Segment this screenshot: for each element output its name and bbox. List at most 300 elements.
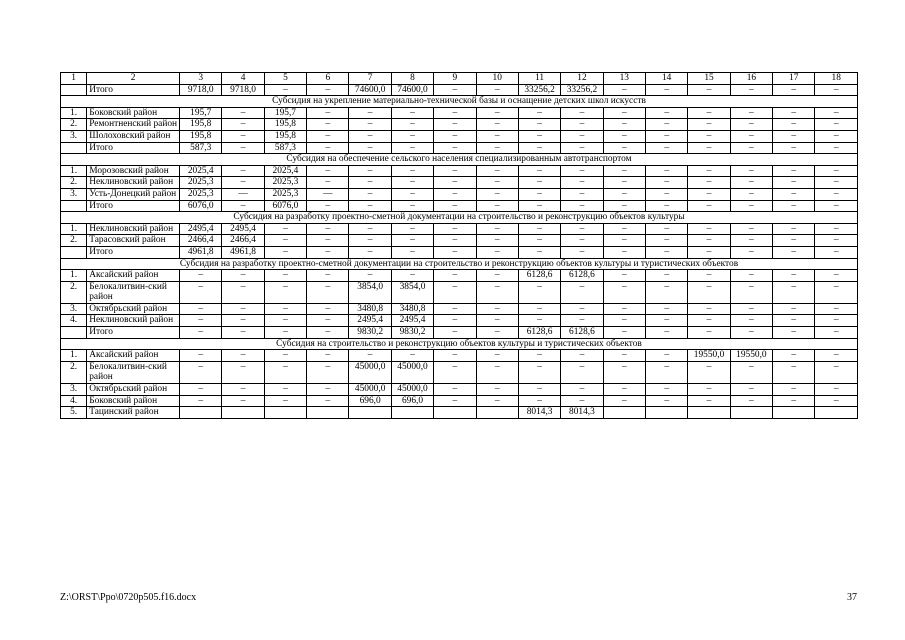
total-row bbox=[61, 142, 858, 154]
district-name: Октябрьский район bbox=[87, 384, 180, 396]
value-cell: – bbox=[307, 350, 349, 362]
value-cell: – bbox=[518, 246, 560, 258]
table-row bbox=[61, 177, 858, 189]
value-cell: 45000,0 bbox=[349, 384, 391, 396]
value-cell: – bbox=[603, 235, 645, 247]
value-cell: – bbox=[476, 303, 518, 315]
value-cell: – bbox=[518, 177, 560, 189]
value-cell: – bbox=[349, 177, 391, 189]
value-cell: – bbox=[264, 223, 306, 235]
district-name: Аксайский район bbox=[87, 270, 180, 282]
value-cell: – bbox=[434, 119, 476, 131]
value-cell: – bbox=[476, 142, 518, 154]
value-cell: – bbox=[264, 235, 306, 247]
value-cell: – bbox=[476, 119, 518, 131]
value-cell: – bbox=[561, 315, 603, 327]
value-cell: – bbox=[815, 84, 858, 96]
value-cell: – bbox=[434, 177, 476, 189]
value-cell: – bbox=[730, 165, 772, 177]
value-cell: – bbox=[688, 327, 730, 339]
value-cell: – bbox=[603, 384, 645, 396]
value-cell: – bbox=[773, 177, 815, 189]
value-cell: – bbox=[645, 165, 687, 177]
value-cell: – bbox=[349, 200, 391, 212]
value-cell: 2495,4 bbox=[349, 315, 391, 327]
value-cell: – bbox=[561, 303, 603, 315]
value-cell: 195,7 bbox=[180, 107, 222, 119]
value-cell: – bbox=[561, 200, 603, 212]
district-name: Боковский район bbox=[87, 107, 180, 119]
column-number-cell: 3 bbox=[180, 73, 222, 85]
value-cell: – bbox=[688, 119, 730, 131]
value-cell: – bbox=[688, 395, 730, 407]
value-cell: 3480,8 bbox=[349, 303, 391, 315]
value-cell bbox=[180, 407, 222, 419]
column-number-cell: 1 bbox=[61, 73, 87, 85]
value-cell: 587,3 bbox=[264, 142, 306, 154]
value-cell: – bbox=[391, 119, 433, 131]
value-cell: – bbox=[561, 395, 603, 407]
row-number: 2. bbox=[61, 361, 87, 383]
value-cell: – bbox=[645, 84, 687, 96]
row-number: 2. bbox=[61, 235, 87, 247]
value-cell: – bbox=[773, 281, 815, 303]
row-number bbox=[61, 200, 87, 212]
value-cell: – bbox=[518, 119, 560, 131]
district-name: Неклиновский район bbox=[87, 223, 180, 235]
table-row bbox=[61, 119, 858, 131]
column-number-cell: 18 bbox=[815, 73, 858, 85]
table-row bbox=[61, 407, 858, 419]
value-cell: – bbox=[307, 142, 349, 154]
row-number: 5. bbox=[61, 407, 87, 419]
value-cell: – bbox=[518, 395, 560, 407]
value-cell: 9830,2 bbox=[391, 327, 433, 339]
value-cell: – bbox=[222, 361, 264, 383]
value-cell: – bbox=[688, 303, 730, 315]
value-cell: – bbox=[434, 235, 476, 247]
value-cell: – bbox=[815, 177, 858, 189]
value-cell: – bbox=[815, 119, 858, 131]
value-cell: – bbox=[730, 84, 772, 96]
table-row bbox=[61, 384, 858, 396]
value-cell: – bbox=[645, 270, 687, 282]
column-number-cell: 11 bbox=[518, 73, 560, 85]
value-cell: 696,0 bbox=[391, 395, 433, 407]
value-cell: – bbox=[180, 350, 222, 362]
section-title-row bbox=[61, 96, 858, 108]
value-cell: – bbox=[688, 315, 730, 327]
value-cell: – bbox=[561, 246, 603, 258]
value-cell: – bbox=[518, 130, 560, 142]
value-cell: – bbox=[561, 281, 603, 303]
value-cell: – bbox=[307, 303, 349, 315]
value-cell: – bbox=[561, 188, 603, 200]
value-cell: 4961,8 bbox=[180, 246, 222, 258]
value-cell: – bbox=[561, 107, 603, 119]
value-cell: – bbox=[603, 395, 645, 407]
value-cell: – bbox=[222, 130, 264, 142]
value-cell: – bbox=[391, 130, 433, 142]
value-cell: – bbox=[688, 384, 730, 396]
value-cell: 45000,0 bbox=[391, 384, 433, 396]
district-name: Итого bbox=[87, 142, 180, 154]
section-title: Субсидия на разработку проектно-сметной документации на строительство и реконструкцию объектов культуры bbox=[61, 212, 858, 224]
value-cell: 587,3 bbox=[180, 142, 222, 154]
value-cell: – bbox=[476, 165, 518, 177]
value-cell: 6128,6 bbox=[518, 327, 560, 339]
value-cell: – bbox=[773, 107, 815, 119]
value-cell: – bbox=[815, 384, 858, 396]
value-cell: – bbox=[773, 327, 815, 339]
value-cell: – bbox=[645, 200, 687, 212]
value-cell: – bbox=[645, 188, 687, 200]
district-name: Белокалитвин-ский район bbox=[87, 361, 180, 383]
value-cell: – bbox=[773, 188, 815, 200]
value-cell: – bbox=[434, 223, 476, 235]
value-cell: – bbox=[688, 270, 730, 282]
value-cell: – bbox=[434, 107, 476, 119]
value-cell: – bbox=[730, 395, 772, 407]
value-cell: – bbox=[434, 315, 476, 327]
value-cell: – bbox=[603, 281, 645, 303]
value-cell: – bbox=[391, 350, 433, 362]
value-cell: 195,7 bbox=[264, 107, 306, 119]
value-cell: – bbox=[688, 361, 730, 383]
value-cell: 6128,6 bbox=[561, 327, 603, 339]
value-cell: – bbox=[180, 384, 222, 396]
value-cell: – bbox=[645, 361, 687, 383]
value-cell: – bbox=[307, 395, 349, 407]
value-cell: – bbox=[434, 384, 476, 396]
value-cell: 2495,4 bbox=[391, 315, 433, 327]
row-number: 3. bbox=[61, 384, 87, 396]
column-number-row bbox=[61, 73, 858, 85]
value-cell: – bbox=[773, 119, 815, 131]
value-cell: 6128,6 bbox=[561, 270, 603, 282]
value-cell: – bbox=[476, 177, 518, 189]
value-cell: – bbox=[434, 281, 476, 303]
row-number: 1. bbox=[61, 350, 87, 362]
value-cell: – bbox=[349, 270, 391, 282]
table-row bbox=[61, 165, 858, 177]
section-title-row bbox=[61, 154, 858, 166]
value-cell: – bbox=[645, 142, 687, 154]
value-cell: – bbox=[264, 303, 306, 315]
value-cell: – bbox=[773, 384, 815, 396]
row-number: 2. bbox=[61, 177, 87, 189]
value-cell: – bbox=[773, 350, 815, 362]
row-number bbox=[61, 142, 87, 154]
value-cell: – bbox=[476, 315, 518, 327]
value-cell: – bbox=[688, 200, 730, 212]
value-cell: – bbox=[434, 84, 476, 96]
value-cell: 8014,3 bbox=[561, 407, 603, 419]
value-cell: 2495,4 bbox=[222, 223, 264, 235]
value-cell: 6128,6 bbox=[518, 270, 560, 282]
value-cell: – bbox=[815, 395, 858, 407]
value-cell: – bbox=[518, 223, 560, 235]
value-cell: – bbox=[518, 315, 560, 327]
value-cell: – bbox=[773, 303, 815, 315]
value-cell: – bbox=[307, 315, 349, 327]
district-name: Неклиновский район bbox=[87, 177, 180, 189]
value-cell: – bbox=[688, 165, 730, 177]
value-cell: – bbox=[815, 350, 858, 362]
value-cell: 2495,4 bbox=[180, 223, 222, 235]
value-cell: – bbox=[307, 165, 349, 177]
value-cell: 19550,0 bbox=[688, 350, 730, 362]
value-cell: – bbox=[603, 142, 645, 154]
value-cell: – bbox=[476, 270, 518, 282]
value-cell: – bbox=[730, 246, 772, 258]
value-cell: – bbox=[603, 246, 645, 258]
value-cell: 3854,0 bbox=[349, 281, 391, 303]
value-cell: – bbox=[561, 361, 603, 383]
value-cell: – bbox=[603, 303, 645, 315]
value-cell: – bbox=[391, 142, 433, 154]
table-row bbox=[61, 395, 858, 407]
value-cell: – bbox=[603, 84, 645, 96]
value-cell: – bbox=[222, 119, 264, 131]
value-cell: 696,0 bbox=[349, 395, 391, 407]
value-cell: – bbox=[603, 223, 645, 235]
table-body bbox=[61, 73, 858, 419]
value-cell: – bbox=[688, 177, 730, 189]
value-cell: – bbox=[434, 165, 476, 177]
value-cell: – bbox=[349, 188, 391, 200]
value-cell: 45000,0 bbox=[349, 361, 391, 383]
district-name: Неклиновский район bbox=[87, 315, 180, 327]
value-cell: – bbox=[307, 361, 349, 383]
value-cell: – bbox=[476, 107, 518, 119]
table-row bbox=[61, 270, 858, 282]
value-cell: – bbox=[730, 235, 772, 247]
column-number-cell: 17 bbox=[773, 73, 815, 85]
value-cell: – bbox=[391, 200, 433, 212]
value-cell: 3854,0 bbox=[391, 281, 433, 303]
table-row bbox=[61, 361, 858, 383]
value-cell: – bbox=[645, 384, 687, 396]
value-cell: – bbox=[603, 177, 645, 189]
value-cell: – bbox=[349, 119, 391, 131]
value-cell: – bbox=[434, 395, 476, 407]
value-cell: – bbox=[645, 327, 687, 339]
value-cell bbox=[307, 407, 349, 419]
value-cell: – bbox=[434, 270, 476, 282]
value-cell: – bbox=[730, 223, 772, 235]
value-cell: – bbox=[222, 200, 264, 212]
value-cell: — bbox=[307, 188, 349, 200]
value-cell: – bbox=[476, 361, 518, 383]
value-cell: 2025,3 bbox=[180, 177, 222, 189]
value-cell: – bbox=[688, 223, 730, 235]
value-cell: – bbox=[730, 303, 772, 315]
value-cell bbox=[815, 407, 858, 419]
value-cell: – bbox=[773, 270, 815, 282]
value-cell: – bbox=[645, 315, 687, 327]
value-cell: – bbox=[645, 281, 687, 303]
value-cell: – bbox=[730, 281, 772, 303]
value-cell: — bbox=[222, 188, 264, 200]
value-cell: – bbox=[645, 119, 687, 131]
district-name: Белокалитвин-ский район bbox=[87, 281, 180, 303]
value-cell: – bbox=[645, 107, 687, 119]
value-cell: – bbox=[476, 395, 518, 407]
district-name: Аксайский район bbox=[87, 350, 180, 362]
value-cell: – bbox=[434, 142, 476, 154]
value-cell: – bbox=[773, 84, 815, 96]
value-cell: – bbox=[391, 107, 433, 119]
value-cell: – bbox=[349, 142, 391, 154]
value-cell bbox=[391, 407, 433, 419]
value-cell: – bbox=[645, 130, 687, 142]
value-cell: – bbox=[730, 327, 772, 339]
value-cell: – bbox=[222, 327, 264, 339]
row-number: 1. bbox=[61, 165, 87, 177]
value-cell: – bbox=[773, 235, 815, 247]
value-cell: – bbox=[730, 130, 772, 142]
table-row bbox=[61, 107, 858, 119]
value-cell: – bbox=[349, 235, 391, 247]
column-number-cell: 12 bbox=[561, 73, 603, 85]
value-cell: – bbox=[264, 84, 306, 96]
district-name: Морозовский район bbox=[87, 165, 180, 177]
value-cell: – bbox=[688, 107, 730, 119]
value-cell: – bbox=[180, 281, 222, 303]
value-cell: – bbox=[773, 315, 815, 327]
value-cell: 74600,0 bbox=[391, 84, 433, 96]
value-cell: – bbox=[434, 200, 476, 212]
column-number-cell: 6 bbox=[307, 73, 349, 85]
value-cell: – bbox=[518, 303, 560, 315]
value-cell: – bbox=[307, 107, 349, 119]
value-cell: 9718,0 bbox=[180, 84, 222, 96]
value-cell: – bbox=[603, 361, 645, 383]
value-cell: – bbox=[476, 84, 518, 96]
value-cell: – bbox=[645, 223, 687, 235]
table-row bbox=[61, 188, 858, 200]
budget-table bbox=[60, 72, 858, 419]
value-cell: – bbox=[180, 303, 222, 315]
value-cell: – bbox=[773, 361, 815, 383]
column-number-cell: 2 bbox=[87, 73, 180, 85]
total-row bbox=[61, 246, 858, 258]
row-number bbox=[61, 327, 87, 339]
table-row bbox=[61, 303, 858, 315]
value-cell: – bbox=[730, 188, 772, 200]
value-cell: – bbox=[603, 130, 645, 142]
value-cell: – bbox=[307, 177, 349, 189]
section-title: Субсидия на разработку проектно-сметной документации на строительство и реконструкцию объектов культуры и туристических объектов bbox=[61, 258, 858, 270]
value-cell: – bbox=[688, 142, 730, 154]
value-cell bbox=[264, 407, 306, 419]
value-cell: 2025,3 bbox=[264, 177, 306, 189]
value-cell: – bbox=[434, 327, 476, 339]
total-row bbox=[61, 327, 858, 339]
value-cell: – bbox=[518, 350, 560, 362]
value-cell: – bbox=[222, 303, 264, 315]
value-cell: – bbox=[222, 281, 264, 303]
value-cell: – bbox=[730, 142, 772, 154]
value-cell: – bbox=[603, 327, 645, 339]
value-cell: – bbox=[391, 165, 433, 177]
value-cell: – bbox=[307, 200, 349, 212]
value-cell: – bbox=[307, 223, 349, 235]
value-cell: – bbox=[815, 361, 858, 383]
value-cell: – bbox=[561, 165, 603, 177]
section-title: Субсидия на обеспечение сельского населения специализированным автотранспортом bbox=[61, 154, 858, 166]
value-cell: – bbox=[518, 165, 560, 177]
value-cell bbox=[476, 407, 518, 419]
value-cell: 74600,0 bbox=[349, 84, 391, 96]
value-cell: – bbox=[815, 281, 858, 303]
value-cell: – bbox=[180, 395, 222, 407]
value-cell: – bbox=[222, 315, 264, 327]
section-title-row bbox=[61, 258, 858, 270]
value-cell: – bbox=[561, 119, 603, 131]
value-cell: – bbox=[561, 350, 603, 362]
value-cell: – bbox=[391, 235, 433, 247]
value-cell: – bbox=[730, 177, 772, 189]
value-cell: – bbox=[222, 165, 264, 177]
value-cell: – bbox=[180, 315, 222, 327]
value-cell: – bbox=[730, 270, 772, 282]
value-cell: 8014,3 bbox=[518, 407, 560, 419]
value-cell: – bbox=[688, 130, 730, 142]
table-row bbox=[61, 315, 858, 327]
value-cell: – bbox=[730, 361, 772, 383]
value-cell: 33256,2 bbox=[518, 84, 560, 96]
value-cell: – bbox=[518, 384, 560, 396]
value-cell: – bbox=[349, 246, 391, 258]
district-name: Усть-Донецкий район bbox=[87, 188, 180, 200]
value-cell: – bbox=[603, 165, 645, 177]
value-cell: – bbox=[264, 327, 306, 339]
value-cell: – bbox=[264, 315, 306, 327]
value-cell: 2466,4 bbox=[222, 235, 264, 247]
value-cell: – bbox=[434, 188, 476, 200]
value-cell: – bbox=[518, 107, 560, 119]
value-cell: 3480,8 bbox=[391, 303, 433, 315]
value-cell: – bbox=[773, 165, 815, 177]
row-number: 4. bbox=[61, 315, 87, 327]
row-number: 1. bbox=[61, 223, 87, 235]
column-number-cell: 14 bbox=[645, 73, 687, 85]
value-cell: – bbox=[476, 246, 518, 258]
district-name: Ремонтненский район bbox=[87, 119, 180, 131]
value-cell: – bbox=[307, 130, 349, 142]
value-cell: – bbox=[476, 350, 518, 362]
value-cell: – bbox=[815, 235, 858, 247]
value-cell: – bbox=[349, 223, 391, 235]
value-cell: – bbox=[518, 361, 560, 383]
value-cell: – bbox=[730, 107, 772, 119]
value-cell: – bbox=[773, 223, 815, 235]
value-cell: – bbox=[434, 350, 476, 362]
value-cell: – bbox=[264, 246, 306, 258]
value-cell: – bbox=[688, 188, 730, 200]
value-cell: 19550,0 bbox=[730, 350, 772, 362]
value-cell bbox=[773, 407, 815, 419]
district-name: Итого bbox=[87, 200, 180, 212]
district-name: Итого bbox=[87, 84, 180, 96]
row-number: 2. bbox=[61, 119, 87, 131]
district-name: Шолоховский район bbox=[87, 130, 180, 142]
column-number-cell: 7 bbox=[349, 73, 391, 85]
total-row bbox=[61, 200, 858, 212]
value-cell: – bbox=[391, 223, 433, 235]
